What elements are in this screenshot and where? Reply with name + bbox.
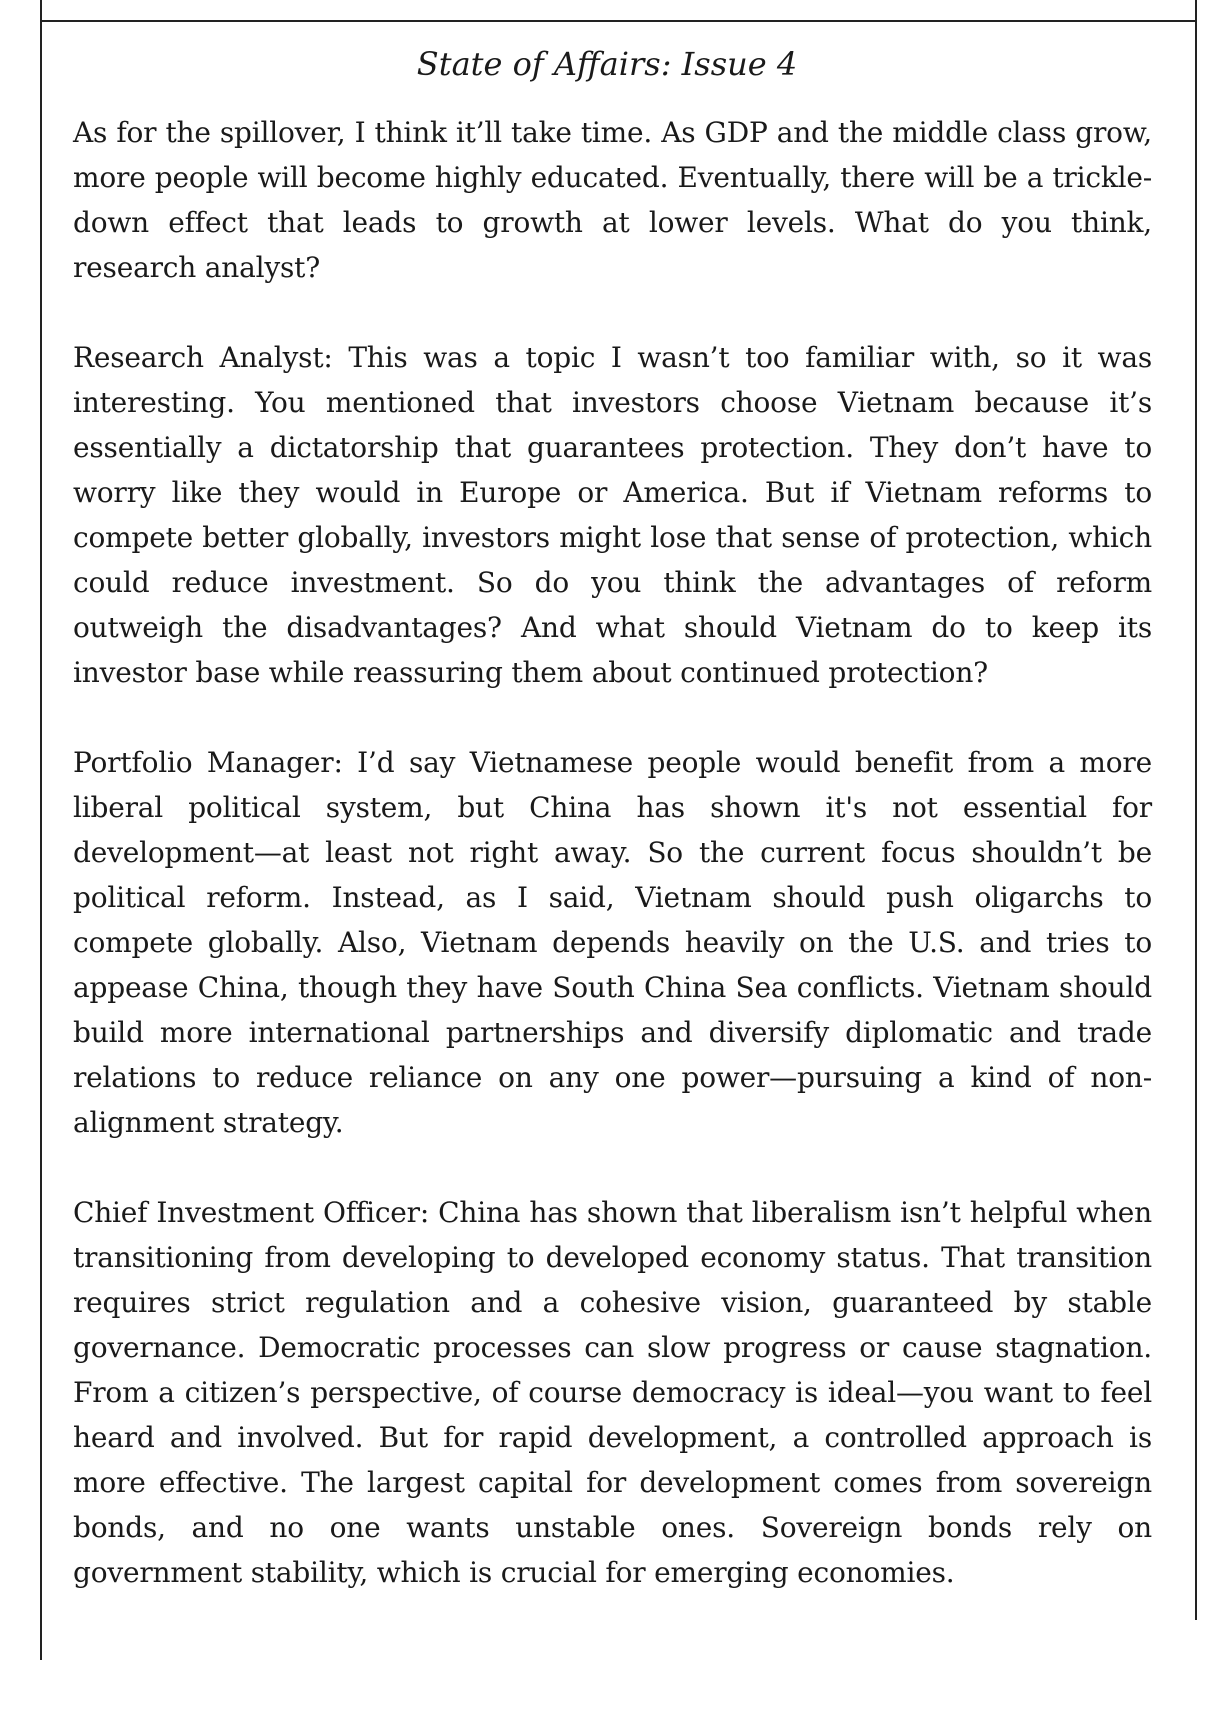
right-border-rule [1195, 0, 1197, 1620]
top-border-rule [40, 20, 1196, 22]
article-body [73, 110, 1152, 1595]
paragraph-research-analyst: Research Analyst: This was a topic I wasn’t too familiar with, so it was interesting. You mentioned that investors choose Vietnam because it’s essentially a dictatorship that guarantees protection. They don’t have to worry like they would in Europe or America. But if Vietnam reforms to compete better globally, investors might lose that sense of protection, which could reduce investment. So do you think the advantages of reform outweigh the disadvantages? And what should Vietnam do to keep its investor base while reassuring them about continued protection? [73, 341, 1152, 689]
paragraph-chief-investment-officer: Chief Investment Officer: China has shown that liberalism isn’t helpful when transitioning from developing to developed economy status. That transition requires strict regulation and a cohesive vision, guaranteed by stable governance. Democratic processes can slow progress or cause stagnation. From a citizen’s perspective, of course democracy is ideal—you want to feel heard and involved. But for rapid development, a controlled approach is more effective. The largest capital for development comes from sovereign bonds, and no one wants unstable ones. Sovereign bonds rely on government stability, which is crucial for emerging economies. [73, 1196, 1152, 1589]
page-title: State of Affairs: Issue 4 [416, 45, 798, 83]
paragraph-spillover: As for the spillover, I think it’ll take time. As GDP and the middle class grow, more people will become highly educated. Eventually, there will be a trickle-down effect that leads to growth at lower levels. What do you think, research analyst? [73, 116, 1152, 284]
left-border-rule [40, 0, 42, 1660]
paragraph-portfolio-manager: Portfolio Manager: I’d say Vietnamese people would benefit from a more liberal political system, but China has shown it's not essential for development—at least not right away. So the current focus shouldn’t be political reform. Instead, as I said, Vietnam should push oligarchs to compete globally. Also, Vietnam depends heavily on the U.S. and tries to appease China, though they have South China Sea conflicts. Vietnam should build more international partnerships and diversify diplomatic and trade relations to reduce reliance on any one power—pursuing a kind of non-alignment strategy. [73, 746, 1152, 1139]
